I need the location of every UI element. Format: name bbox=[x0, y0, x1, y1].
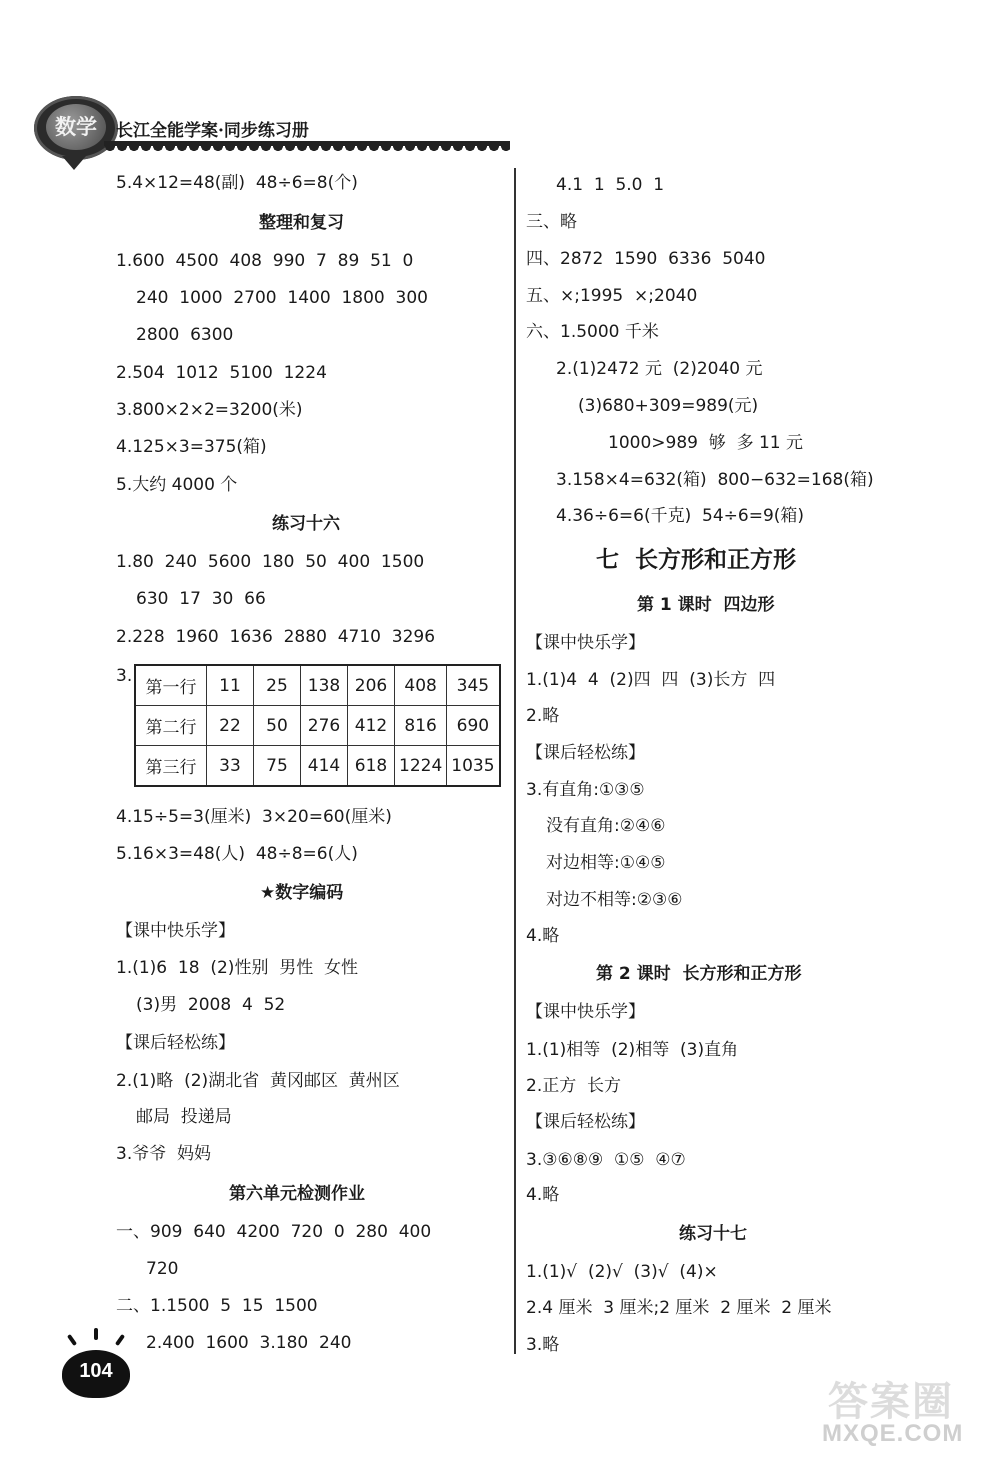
answer-line: 1.(1)6 18 (2)性别 男性 女性 bbox=[116, 958, 359, 978]
table-cell: 1224 bbox=[395, 746, 447, 787]
answer-line: 1.80 240 5600 180 50 400 1500 bbox=[116, 552, 425, 572]
answer-line: 1000>989 够 多 11 元 bbox=[608, 433, 804, 453]
answer-line: 没有直角:②④⑥ bbox=[546, 816, 666, 836]
answer-line: 240 1000 2700 1400 1800 300 bbox=[136, 288, 428, 308]
subject-badge-ribbon bbox=[62, 156, 86, 170]
answer-line: 4.15÷5=3(厘米) 3×20=60(厘米) bbox=[116, 807, 392, 827]
answer-line: 六、1.5000 千米 bbox=[526, 322, 659, 342]
subsection-label: 【课后轻松练】 bbox=[526, 743, 645, 763]
answer-line: 4.略 bbox=[526, 1185, 560, 1205]
subsection-label: 【课后轻松练】 bbox=[526, 1112, 645, 1132]
answer-line: 四、2872 1590 6336 5040 bbox=[526, 249, 766, 269]
table-cell: 690 bbox=[447, 706, 500, 746]
watermark-url: MXQE.COM bbox=[822, 1420, 964, 1447]
answer-line: 邮局 投递局 bbox=[136, 1107, 232, 1127]
answer-line: 1.600 4500 408 990 7 89 51 0 bbox=[116, 251, 414, 271]
table-cell: 618 bbox=[348, 746, 395, 787]
answer-line: 3.有直角:①③⑤ bbox=[526, 780, 645, 800]
answer-line: 2.228 1960 1636 2880 4710 3296 bbox=[116, 627, 436, 647]
answer-line: 3.158×4=632(箱) 800−632=168(箱) bbox=[556, 470, 874, 490]
table-cell: 276 bbox=[301, 706, 348, 746]
table-cell: 412 bbox=[348, 706, 395, 746]
table-cell: 1035 bbox=[447, 746, 500, 787]
table-cell: 50 bbox=[254, 706, 301, 746]
answer-line: 1.(1)√ (2)√ (3)√ (4)× bbox=[526, 1262, 718, 1282]
table-row bbox=[135, 665, 500, 706]
answer-line: 4.略 bbox=[526, 926, 560, 946]
page-badge-ray bbox=[67, 1334, 77, 1346]
table-row-label: 第一行 bbox=[135, 665, 207, 706]
lesson-heading-1: 第 1 课时 四边形 bbox=[637, 595, 775, 615]
answer-line: 3.③⑥⑧⑨ ①⑤ ④⑦ bbox=[526, 1150, 686, 1170]
page-badge-ray bbox=[115, 1334, 125, 1346]
answer-line: 2.正方 长方 bbox=[526, 1076, 622, 1096]
subsection-label: 【课中快乐学】 bbox=[526, 633, 645, 653]
answer-line: 1.(1)相等 (2)相等 (3)直角 bbox=[526, 1040, 739, 1060]
page-badge-ray bbox=[94, 1328, 98, 1340]
answer-line: (3)680+309=989(元) bbox=[578, 396, 759, 416]
section-heading-unit-6-test: 第六单元检测作业 bbox=[229, 1184, 365, 1204]
answer-line: 1.(1)4 4 (2)四 四 (3)长方 四 bbox=[526, 670, 776, 690]
answer-line: 4.1 1 5.0 1 bbox=[556, 175, 665, 195]
answer-line: 2.(1)2472 元 (2)2040 元 bbox=[556, 359, 763, 379]
subsection-label: 【课中快乐学】 bbox=[526, 1002, 645, 1022]
table-prefix: 3. bbox=[116, 666, 133, 686]
table-row-label: 第二行 bbox=[135, 706, 207, 746]
section-heading-review: 整理和复习 bbox=[259, 213, 344, 233]
watermark bbox=[820, 1370, 990, 1450]
table-cell: 138 bbox=[301, 665, 348, 706]
answer-line: 2.4 厘米 3 厘米;2 厘米 2 厘米 2 厘米 bbox=[526, 1298, 832, 1318]
answer-line: 五、×;1995 ×;2040 bbox=[526, 286, 698, 306]
answer-line: 3.800×2×2=3200(米) bbox=[116, 400, 303, 420]
answer-table bbox=[134, 664, 501, 787]
table-cell: 345 bbox=[447, 665, 500, 706]
watermark-logo-text: 答案圈 bbox=[828, 1380, 954, 1424]
page-number: 104 bbox=[79, 1360, 113, 1382]
table-cell: 11 bbox=[207, 665, 254, 706]
answer-line: 三、略 bbox=[526, 212, 577, 232]
answer-line: 3.略 bbox=[526, 1335, 560, 1355]
table-cell: 408 bbox=[395, 665, 447, 706]
answer-line: 720 bbox=[146, 1259, 179, 1279]
series-title: 长江全能学案·同步练习册 bbox=[116, 121, 309, 141]
chapter-heading: 七 长方形和正方形 bbox=[596, 547, 797, 573]
answer-line: 2.504 1012 5100 1224 bbox=[116, 363, 327, 383]
subject-badge-label: 数学 bbox=[46, 104, 106, 150]
answer-line: (3)男 2008 4 52 bbox=[136, 995, 286, 1015]
answer-line: 2.(1)略 (2)湖北省 黄冈邮区 黄州区 bbox=[116, 1071, 400, 1091]
answer-line: 3.爷爷 妈妈 bbox=[116, 1144, 212, 1164]
subsection-label: 【课后轻松练】 bbox=[116, 1033, 235, 1053]
header-wave-rule bbox=[104, 146, 510, 156]
answer-line: 2.略 bbox=[526, 706, 560, 726]
answer-line: 2.400 1600 3.180 240 bbox=[146, 1333, 352, 1353]
table-cell: 206 bbox=[348, 665, 395, 706]
table-cell: 414 bbox=[301, 746, 348, 787]
section-heading-exercise-17: 练习十七 bbox=[679, 1224, 747, 1244]
answer-line: 2800 6300 bbox=[136, 325, 234, 345]
answer-line: 4.36÷6=6(千克) 54÷6=9(箱) bbox=[556, 506, 805, 526]
table-row bbox=[135, 706, 500, 746]
section-heading-digit-code: ★数字编码 bbox=[260, 883, 344, 903]
answer-line: 5.16×3=48(人) 48÷8=6(人) bbox=[116, 844, 358, 864]
column-divider bbox=[514, 168, 516, 1354]
table-cell: 25 bbox=[254, 665, 301, 706]
subsection-label: 【课中快乐学】 bbox=[116, 921, 235, 941]
answer-line: 对边不相等:②③⑥ bbox=[546, 890, 683, 910]
answer-line: 5.4×12=48(副) 48÷6=8(个) bbox=[116, 173, 358, 193]
table-cell: 75 bbox=[254, 746, 301, 787]
answer-line: 对边相等:①④⑤ bbox=[546, 853, 666, 873]
table-cell: 33 bbox=[207, 746, 254, 787]
answer-line: 二、1.1500 5 15 1500 bbox=[116, 1296, 318, 1316]
answer-line: 630 17 30 66 bbox=[136, 589, 266, 609]
answer-line: 5.大约 4000 个 bbox=[116, 475, 238, 495]
table-cell: 22 bbox=[207, 706, 254, 746]
answer-line: 4.125×3=375(箱) bbox=[116, 437, 267, 457]
answer-line: 一、909 640 4200 720 0 280 400 bbox=[116, 1222, 432, 1242]
table-row-label: 第三行 bbox=[135, 746, 207, 787]
lesson-heading-2: 第 2 课时 长方形和正方形 bbox=[596, 964, 802, 984]
section-heading-exercise-16: 练习十六 bbox=[272, 514, 340, 534]
table-row bbox=[135, 746, 500, 787]
table-cell: 816 bbox=[395, 706, 447, 746]
